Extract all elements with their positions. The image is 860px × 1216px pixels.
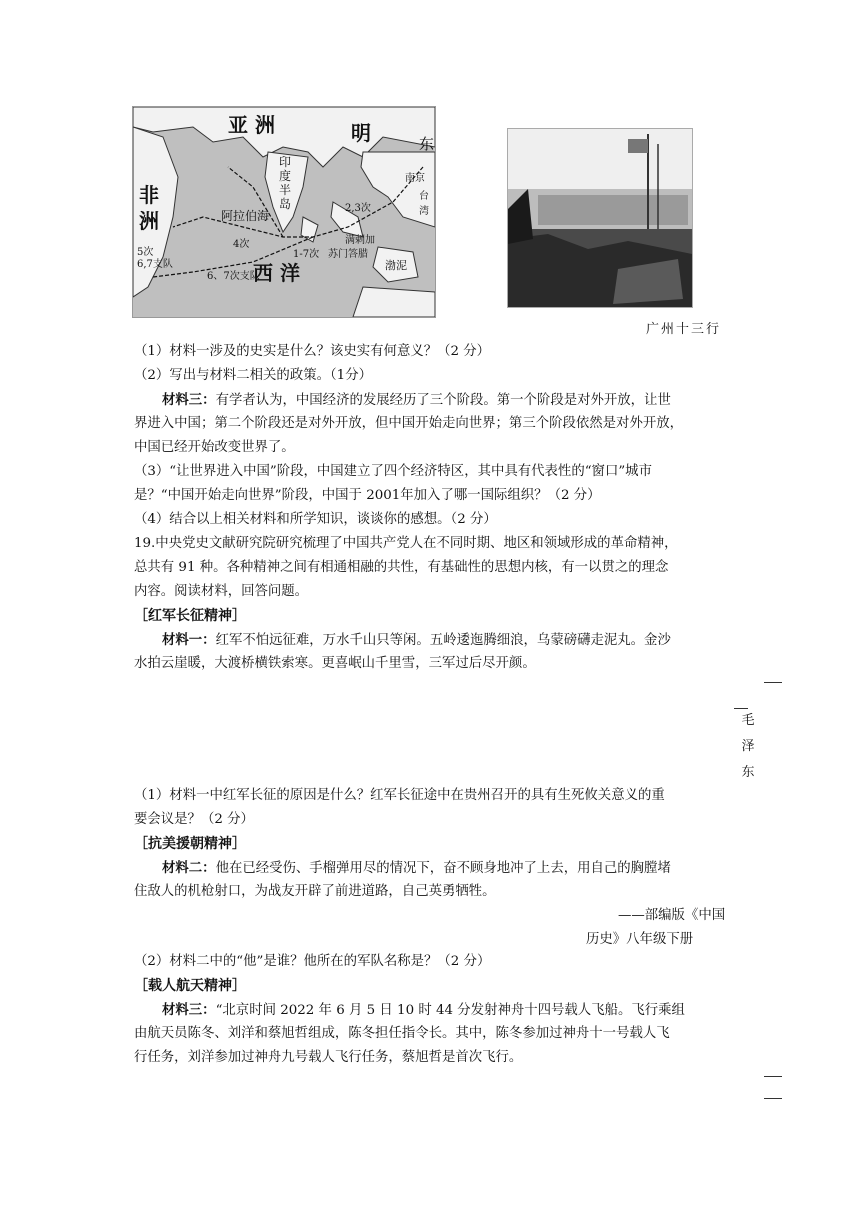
material-3-label: 材料三：	[162, 392, 216, 408]
map-label-india: 印 度 半 岛	[279, 155, 292, 211]
source-2-line-2: 住敌人的机枪射口，为战友开辟了前进道路，自己英勇牺牲。	[134, 884, 496, 899]
source-3-line-2: 由航天员陈冬、刘洋和蔡旭哲组成，陈冬担任指令长。其中，陈冬参加过神舟十一号载人飞	[134, 1026, 670, 1041]
question-19-line-2: 总共有 91 种。各种精神之间有相通相融的共性，有基础性的思想内核，有一以贯之的理念	[134, 560, 669, 575]
signature-char-3: 东	[741, 765, 755, 780]
source-2-label: 材料二：	[162, 860, 216, 876]
thirteen-factories-photo	[507, 128, 693, 308]
source-3-label: 材料三：	[162, 1002, 216, 1018]
source-2-line-1	[162, 856, 762, 881]
question-2: （2）写出与材料二相关的政策。（1分）	[134, 368, 372, 383]
margin-rule-1	[764, 1076, 782, 1077]
map-label-voyage-67: 6、7次支队	[207, 271, 260, 282]
material-3-line-1	[162, 388, 762, 413]
photo-drawing	[508, 129, 692, 307]
material-3-line-2: 界进入中国；第二个阶段还是对外开放，但中国开始走向世界；第三个阶段依然是对外开放，	[134, 416, 684, 431]
part-1-line-1: （1）材料一中红军长征的原因是什么？红军长征途中在贵州召开的具有生死攸关意义的重	[134, 788, 665, 803]
map-label-sumatra: 苏门答腊	[328, 249, 368, 260]
part-1-line-2: 要会议是？（2 分）	[134, 812, 254, 827]
source-citation-2: 历史》八年级下册	[586, 932, 694, 947]
source-citation-1: ——部编版《中国	[618, 908, 726, 923]
photo-caption: 广州十三行	[646, 322, 722, 337]
map-label-nanjing: 南京	[405, 173, 425, 184]
margin-rule-2	[764, 1098, 782, 1099]
source-1-line-1	[162, 628, 762, 653]
map-label-voyage-17: 1-7次	[293, 249, 320, 260]
zheng-he-voyage-map	[132, 106, 436, 318]
map-label-borneo: 渤泥	[385, 259, 407, 272]
map-label-africa: 非 洲	[139, 183, 159, 233]
heading-korean-war: ［抗美援朝精神］	[134, 836, 246, 852]
source-1-label: 材料一：	[162, 632, 216, 648]
question-19-line-1: 19.中央党史文献研究院研究梳理了中国共产党人在不同时期、地区和领域形成的革命精神，	[134, 536, 678, 551]
source-1-line-2: 水拍云崖暖，大渡桥横铁索寒。更喜岷山千里雪，三军过后尽开颜。	[134, 656, 536, 671]
map-label-arabian-sea: 阿拉伯海	[221, 209, 270, 223]
material-3-line-3: 中国已经开始改变世界了。	[134, 440, 295, 455]
map-label-western-ocean: 西 洋	[253, 261, 300, 285]
part-2: （2）材料二中的“他”是谁？他所在的军队名称是？（2 分）	[134, 954, 491, 969]
source-3-text-1: “北京时间 2022 年 6 月 5 日 10 时 44 分发射神舟十四号载人飞船。飞行乘组	[215, 1003, 685, 1018]
question-1: （1）材料一涉及的史实是什么？该史实有何意义？（2 分）	[134, 344, 491, 359]
question-19-line-3: 内容。阅读材料，回答问题。	[134, 584, 309, 599]
heading-spaceflight: ［载人航天精神］	[134, 978, 246, 994]
map-label-east: 东	[419, 135, 435, 153]
map-label-voyage-23: 2,3次	[345, 203, 371, 214]
source-3-line-3: 行任务，刘洋参加过神舟九号载人飞行任务，蔡旭哲是首次飞行。	[134, 1050, 523, 1065]
map-label-voyage-4: 4次	[233, 239, 250, 250]
material-3-text-1: 有学者认为，中国经济的发展经历了三个阶段。第一个阶段是对外开放，让世	[215, 393, 671, 408]
question-3-line-2: 是？“中国开始走向世界”阶段，中国于 2001年加入了哪一国际组织？（2 分）	[134, 488, 601, 503]
signature-char-2: 泽	[741, 739, 755, 754]
question-3-line-1: （3）“让世界进入中国”阶段，中国建立了四个经济特区，其中具有代表性的“窗口”城市	[134, 464, 652, 479]
source-2-text-1: 他在已经受伤、手榴弹用尽的情况下，奋不顾身地冲了上去，用自己的胸膛堵	[215, 861, 671, 876]
signature-char-1: 毛	[741, 713, 755, 728]
map-label-ming: 明	[351, 121, 371, 145]
question-4: （4）结合以上相关材料和所学知识，谈谈你的感想。（2 分）	[134, 512, 497, 527]
map-label-malacca: 满剌加	[345, 235, 375, 246]
source-1-text-1: 红军不怕远征难，万水千山只等闲。五岭逶迤腾细浪，乌蒙磅礴走泥丸。金沙	[215, 633, 671, 648]
source-3-line-1	[162, 998, 762, 1023]
map-label-voyage-5: 5次 6,7支队	[137, 247, 173, 270]
signature-rule-top	[764, 682, 782, 683]
map-label-asia: 亚 洲	[228, 113, 275, 137]
heading-long-march: ［红军长征精神］	[134, 608, 246, 624]
map-label-taiwan: 台湾	[419, 191, 429, 217]
